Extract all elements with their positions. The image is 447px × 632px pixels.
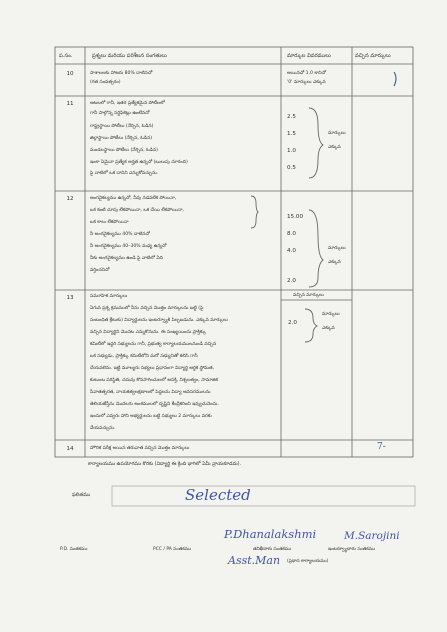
row11-line: పై వాటిలో ఒక దానిని ఎన్నుకోవచ్చును. xyxy=(90,171,159,176)
row13-line: వచ్చిన విద్యార్థిని మొదట ఎన్నుకొనును. ఈ సంఖ్యయిందు ప్రాక్తిక్కు xyxy=(90,330,206,335)
header-questions: ప్రశ్నలు మరియు పరిశీలన సంగతులు xyxy=(92,53,167,59)
row11-line: రాష్ట్రస్థాయి పోటీలు (నేర్చిన, ఓడిన) xyxy=(90,124,154,129)
row13-brace xyxy=(305,309,317,342)
row12-mark: 8.0 xyxy=(287,231,296,237)
check-mark-icon xyxy=(394,72,396,86)
row11-line: ఇంకా ఏమైనా ప్రత్యేక అర్హత ఉన్నచో (బులుపు దూరంది) xyxy=(90,160,188,165)
row-number: 12 xyxy=(66,196,74,202)
row11-mark: 1.5 xyxy=(287,131,296,137)
president-sign-label: తనిఖీదారు సంతకము xyxy=(253,547,292,552)
row-number: 14 xyxy=(66,446,74,452)
signature-3: Asst.Man xyxy=(228,554,281,567)
row12-line: నీ అంగవైకల్యము 40% దాటినచో xyxy=(90,232,150,237)
row13-line: ఒక సభ్యుడు, ప్రాక్తిక్కు కమిటీలోని మరో సభ్యునితో కలిసి గానీ xyxy=(90,354,198,359)
row14-total-mark: 7- xyxy=(377,442,386,452)
row10-line: (గత సంవత్సరం) xyxy=(90,80,121,85)
row-number: 10 xyxy=(66,71,74,77)
row12-brace-label: మార్కులు xyxy=(328,246,346,251)
row11-line: గానీ పాల్గొన్న సర్టిఫికెట్లు ఉంటేనచో xyxy=(90,111,150,116)
row12-line: నీ అంగవైకల్యము 40–30% మధ్య ఉన్నచో xyxy=(90,244,167,249)
row13-line: ఇందులో ఎవ్వరు హాని అభ్యర్థులను బట్టి సభ్యులు 2 మార్కులు వరకు xyxy=(90,414,212,419)
row12-text-brace xyxy=(251,196,258,228)
row13-got-header: వచ్చిన మార్కులు xyxy=(293,293,324,298)
row11-brace-label: ఎక్కువ xyxy=(328,145,341,150)
row13-line: సేవాతత్పరత, నాయకత్వలక్షణాలలో పెద్దలను విద్యా ఆవసరములను xyxy=(90,390,211,395)
row13-title: సమూహిక మార్కులు xyxy=(90,294,128,299)
signature-1: P.Dhanalakshmi xyxy=(224,527,317,541)
row11-line: ఆటలలో గానీ, ఇతర ప్రత్యేకమైన పోటీలలో xyxy=(90,101,165,106)
office-seal-label: (ప్రధాన కార్యాలయము) xyxy=(287,559,329,564)
row13-line: చేయవలెను. ఇట్టి మూల్యరు సభ్యలు ప్రధానంగా విద్యార్థి ఆర్థిక స్థోమత, xyxy=(90,366,215,371)
row11-line: మండలస్థాయి పోటీలు (నేర్చిన, ఓడిన) xyxy=(90,148,158,153)
row10-detail: '0' మార్కులు ఎక్కువ xyxy=(287,80,326,85)
row12-mark: 15.00 xyxy=(287,214,304,220)
row13-line: సంబంధిత క్రేటుకు) విద్యార్థులను ఇంటర్వ్యూకి పిల్చబడును. ఎక్కువ మార్కులు xyxy=(90,318,228,323)
row11-mark: 0.5 xyxy=(287,165,296,171)
row10-detail: అయినచో 1.0 కానిచో xyxy=(287,71,326,76)
row12-line: నీకు అంగవైకల్యము ఉండి పై వాటిలో ఏది xyxy=(90,256,163,261)
row11-line: జిల్లాస్థాయి పోటీలు (నేర్చిన, ఓడిన) xyxy=(90,136,153,141)
office-use-note: కార్యాలయము ఉపయోగము కొరకు (విద్యార్థి ఈ క్రింది భాగిలో ఏమీ వ్రాయకూడదు). xyxy=(88,462,242,467)
row13-line: కుటుంబ పరిస్థితి, చదువు కొనసాగించులలో ఆసక్తి, నిశ్చలత్వం, సామాజిక xyxy=(90,378,218,383)
row13-line: వేయవచ్చును. xyxy=(90,426,116,431)
row-number: 11 xyxy=(66,101,74,107)
row12-line: అంగవైకల్యము ఉన్నచో, నీవు నడవలేక పోయినా, xyxy=(90,196,177,201)
row13-line: ఏగువ ప్రశ్న క్రమములో నీను వచ్చిన మొత్తం మార్కులను బట్టి (పై xyxy=(90,306,204,311)
row13-mark: 2.0 xyxy=(288,320,297,326)
row12-mark: 4.0 xyxy=(287,248,296,254)
row12-brace xyxy=(309,210,323,287)
row14-text: హౌరిక పరీక్ష అయిన తరువాత వచ్చిన మొత్తం మార్కులు xyxy=(90,446,190,451)
signature-2: M.Sarojini xyxy=(344,530,400,542)
row12-line: వర్తించనిచో xyxy=(90,268,110,273)
header-marks-got: వచ్చిన మార్కులు xyxy=(355,53,391,59)
row10-line: పాశాలలకు హాజరు 80% దాటినచో xyxy=(90,71,153,76)
row12-mark: 2.0 xyxy=(287,278,296,284)
pcc-sign-label: PCC / PA సంతకము xyxy=(153,547,191,552)
row13-brace-label: మార్కులు xyxy=(322,312,340,317)
row13-brace-label: ఎక్కువ xyxy=(322,326,335,331)
row12-brace-label: ఎక్కువ xyxy=(328,260,341,265)
row11-brace xyxy=(309,108,323,178)
result-label: ఫలితము xyxy=(72,492,91,498)
row13-line: తెలియజేస్తేను మొదలగు అంశములలో దృష్టిని కేంద్రీకరించి ఇవ్వుచునెందు. xyxy=(90,402,219,407)
row-number: 13 xyxy=(66,295,74,301)
row13-line: కమిటీలో ఇద్దరి సభ్యులను గానీ, ప్రభుత్వ కార్యాలయములనుండి వచ్చిన xyxy=(90,342,217,347)
row11-brace-label: మార్కులు xyxy=(328,131,346,136)
header-sno: ప.సం. xyxy=(59,53,73,59)
row11-mark: 1.0 xyxy=(287,148,296,154)
header-marks-detail: మార్కుల వివరములు xyxy=(287,53,331,59)
result-value: Selected xyxy=(185,486,251,504)
row12-line: ఒక కంటి చూపు లేకపోయినా, ఒక చేయి లేకపోయినా, xyxy=(90,208,184,213)
interviewer-sign-label: ఇంటర్వ్యూదారు సంతకము xyxy=(328,547,375,552)
pd-sign-label: P.D. సంతకము xyxy=(60,547,88,552)
row11-mark: 2.5 xyxy=(287,114,296,120)
row12-line: ఒక కాలు లేకపోయినా xyxy=(90,220,129,225)
